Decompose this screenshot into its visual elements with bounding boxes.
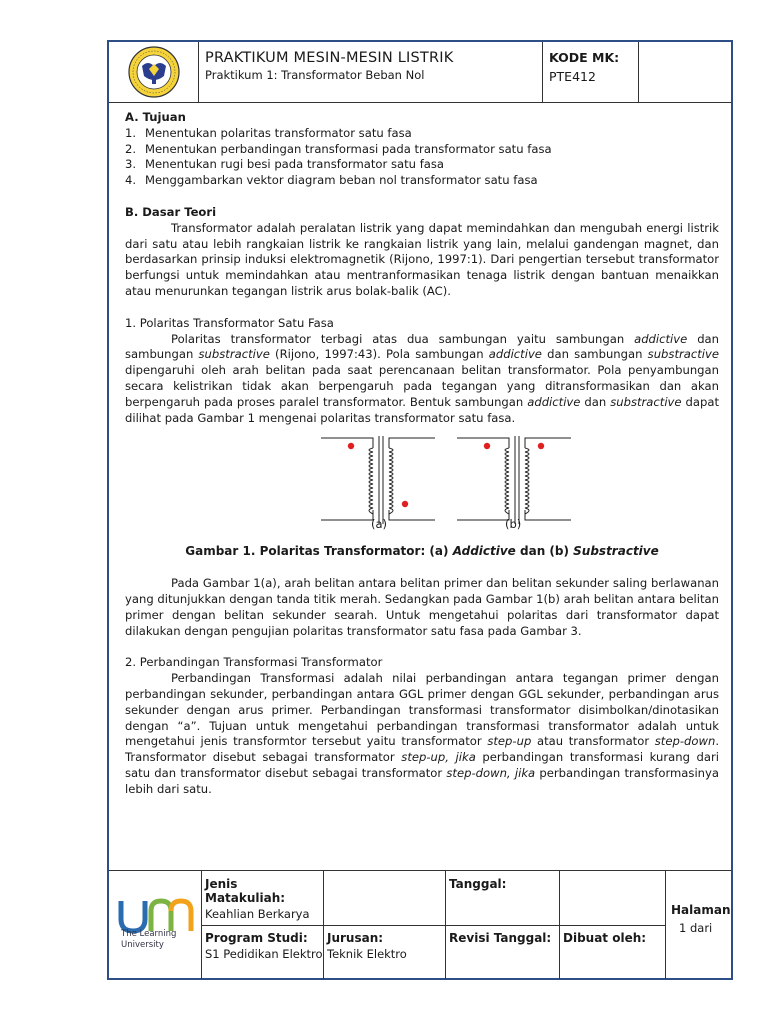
tanggal-cell: Tanggal: xyxy=(449,877,507,891)
jurusan-cell: Jurusan: Teknik Elektro xyxy=(327,931,407,961)
transformer-diagram xyxy=(125,432,719,544)
figure-caption: Gambar 1. Polaritas Transformator: (a) Addictive dan (b) Substractive xyxy=(185,544,659,559)
logo-tagline-2: University xyxy=(121,940,164,950)
page-subtitle: Praktikum 1: Transformator Beban Nol xyxy=(205,68,425,82)
logo-tagline-1: The Learning xyxy=(121,929,177,939)
blank-cell xyxy=(639,42,731,102)
polarity-dot xyxy=(484,443,490,449)
theory-paragraph: Transformator adalah peralatan listrik yang dapat memindahkan dan mengubah energi listrik dari satu atau lebih rangkaian listrik ke rangkaian listrik yang lain, melalui gandengan magnet, dan berdasarkan prinsip induksi elektromagnetik (Rijono, 1997:1). Dari pengertian tersebut transformator berfungsi untuk memindahkan atau mentranformasikan tenaga listrik dengan bantuan menaikkan atau menurunkan tegangan listrik arus bolak-balik (AC). xyxy=(125,220,719,298)
figure-explanation-paragraph: Pada Gambar 1(a), arah belitan antara belitan primer dan belitan sekunder saling berlawanan yang ditunjukkan dengan tanda titik merah. Sedangkan pada Gambar 1(b) arah belitan antara belitan primer dengan belitan sekunder searah. Untuk mengetahui polaritas dari transformator dapat dilakukan dengan pengujian polaritas transformator satu fasa pada Gambar 3. xyxy=(125,576,719,638)
halaman-cell: Halaman 1 dari xyxy=(671,903,731,935)
figure-label-b: (b) xyxy=(505,517,522,532)
subsection-1-heading: 1. Polaritas Transformator Satu Fasa xyxy=(125,315,334,330)
list-item: 1. Menentukan polaritas transformator satu fasa xyxy=(125,125,412,140)
kode-value: PTE412 xyxy=(549,69,596,84)
ratio-paragraph: Perbandingan Transformasi adalah nilai perbandingan antara tegangan primer dengan perbandingan sekunder, perbandingan antara GGL primer dengan GGL sekunder, perbandingan arus sekunder dengan arus primer. Perbandingan transformasi transformator disimbolkan/dinotasikan dengan “a”. Tujuan untuk mengetahui perbandingan transformasi transformator adalah untuk mengetahui jenis transformtor tersebut yaitu transformator step-up atau transformator step-down. Transformator disebut sebagai transformator step-up, jika perbandingan transformasi kurang dari satu dan transformator disebut sebagai transformator step-down, jika perbandingan transformasinya lebih dari satu. xyxy=(125,671,719,796)
objectives-list xyxy=(125,126,719,189)
kode-cell xyxy=(543,42,639,102)
section-a-heading: A. Tujuan xyxy=(125,110,186,124)
page-title: PRAKTIKUM MESIN-MESIN LISTRIK xyxy=(205,50,454,66)
title-cell xyxy=(199,42,543,102)
polarity-dot xyxy=(348,443,354,449)
footer-logo-cell xyxy=(109,871,201,979)
revisi-cell: Revisi Tanggal: xyxy=(449,931,552,945)
jenis-cell: Jenis Matakuliah: Keahlian Berkarya xyxy=(205,877,310,921)
polarity-figure xyxy=(125,432,719,544)
list-item: 3. Menentukan rugi besi pada transformator satu fasa xyxy=(125,157,445,172)
list-item: 2. Menentukan perbandingan transformasi pada transformator satu fasa xyxy=(125,141,552,156)
list-item: 4. Menggambarkan vektor diagram beban nol transformator satu fasa xyxy=(125,173,538,188)
dibuat-cell: Dibuat oleh: xyxy=(563,931,647,945)
logo-cell xyxy=(109,42,199,102)
section-b-heading: B. Dasar Teori xyxy=(125,204,217,219)
document-header xyxy=(109,42,731,103)
polarity-dot xyxy=(538,443,544,449)
document-footer xyxy=(109,870,731,979)
university-seal-icon xyxy=(109,42,199,102)
kode-label: KODE MK: xyxy=(549,50,620,65)
document-body xyxy=(125,110,719,798)
subsection-2-heading: 2. Perbandingan Transformasi Transformator xyxy=(125,655,383,670)
figure-label-a: (a) xyxy=(371,517,388,532)
document-page xyxy=(107,40,733,980)
polarity-paragraph: Polaritas transformator terbagi atas dua sambungan yaitu sambungan addictive dan sambungan substractive (Rijono, 1997:43). Pola sambungan addictive dan sambungan substractive dipengaruhi oleh arah belitan pada saat perencanaan belitan transformator. Pola penyambungan secara kelistrikan tidak akan berpengaruh pada tegangan yang ditransformasikan dan akan berpengaruh pada proses paralel transformator. Bentuk sambungan addictive dan substractive dapat dilihat pada Gambar 1 mengenai polaritas transformator satu fasa. xyxy=(125,331,720,425)
prodi-cell: Program Studi: S1 Pedidikan Elektro xyxy=(205,931,323,961)
polarity-dot xyxy=(402,501,408,507)
